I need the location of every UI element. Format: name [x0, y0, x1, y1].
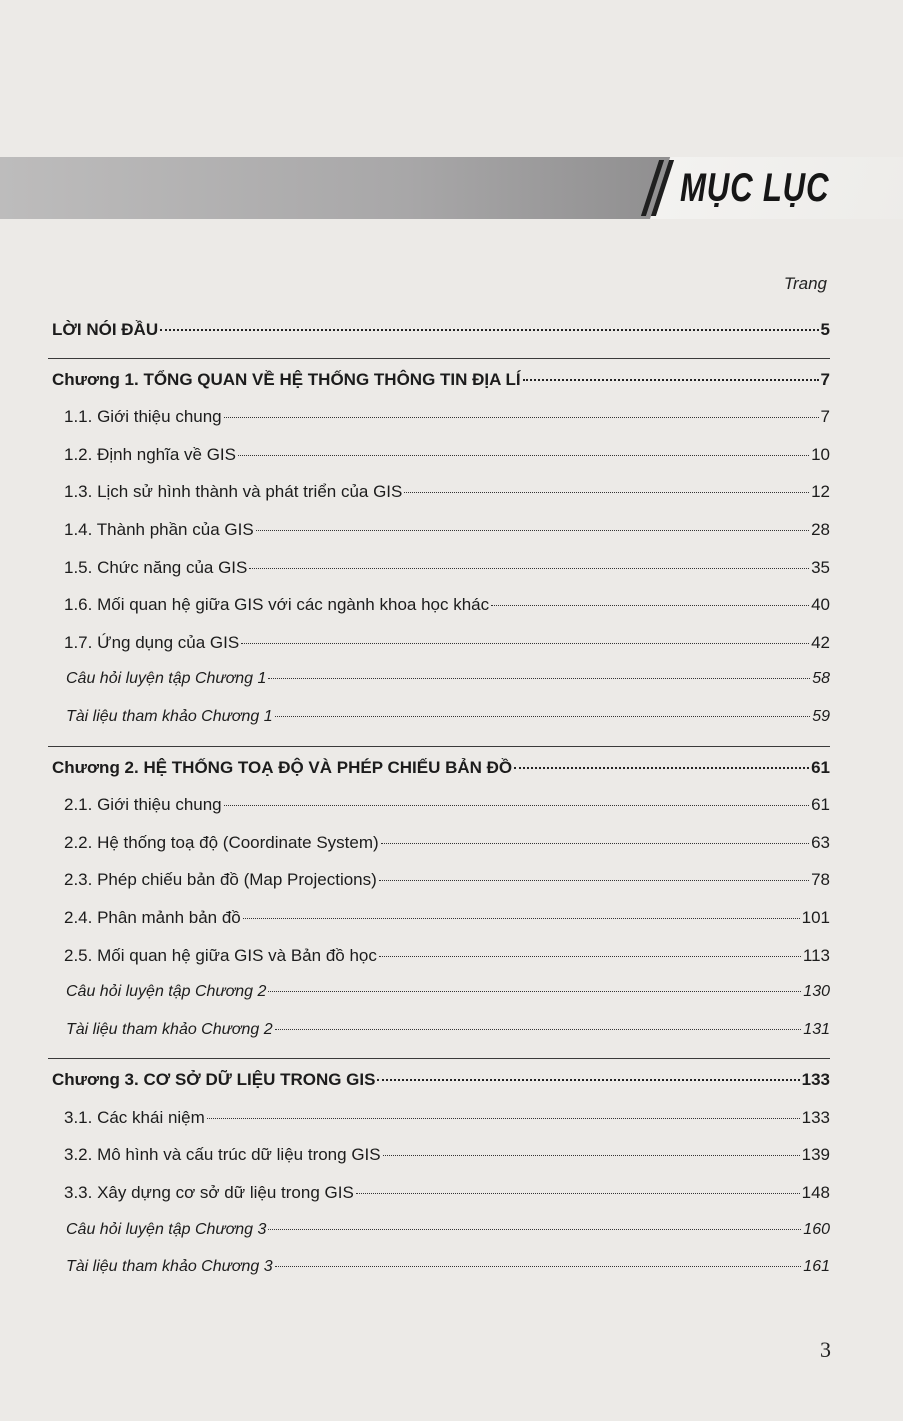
toc-entry-sub — [48, 445, 830, 471]
toc-entry-sub — [48, 407, 830, 433]
dot-leader — [514, 767, 809, 769]
toc-entry-sub — [48, 833, 830, 859]
toc-entry-page: 130 — [803, 983, 830, 1001]
toc-entry-sub — [48, 633, 830, 659]
toc-entry-page: 5 — [820, 320, 830, 339]
dot-leader — [256, 530, 809, 531]
toc-entry-label: 2.5. Mối quan hệ giữa GIS và Bản đồ học — [64, 945, 377, 965]
toc-entry-label: 1.4. Thành phần của GIS — [64, 519, 254, 539]
toc-entry-sub — [48, 908, 830, 934]
toc-entry-page: 113 — [802, 945, 830, 965]
toc-entry-label: Câu hỏi luyện tập Chương 2 — [66, 983, 267, 1001]
toc-entry-page: 160 — [803, 1220, 830, 1238]
toc-entry-page: 7 — [820, 369, 830, 389]
dot-leader — [268, 678, 810, 679]
dot-leader — [160, 329, 818, 331]
page-column-label: Trang — [783, 274, 827, 293]
toc-entry-page: 63 — [811, 832, 830, 852]
dot-leader — [243, 918, 800, 919]
toc-entry-sub — [48, 1183, 830, 1209]
toc-entry-label: 1.7. Ứng dụng của GIS — [64, 632, 240, 652]
toc-entry-label: 1.2. Định nghĩa về GIS — [64, 444, 236, 464]
dot-leader — [377, 1079, 799, 1081]
toc-entry-page: 139 — [801, 1145, 830, 1165]
dot-leader — [404, 492, 809, 493]
toc-entry-label: 1.3. Lịch sử hình thành và phát triển của GIS — [64, 482, 403, 502]
toc-entry-label: Câu hỏi luyện tập Chương 1 — [66, 670, 267, 688]
toc-entry-exercise — [48, 1258, 830, 1284]
toc-entry-page: 161 — [803, 1258, 830, 1276]
dot-leader — [356, 1193, 800, 1194]
toc-entry-chapter — [48, 758, 830, 784]
toc-entry-label: Câu hỏi luyện tập Chương 3 — [66, 1220, 267, 1238]
dot-leader — [275, 1029, 802, 1030]
dot-leader — [241, 643, 809, 644]
page-number: 3 — [820, 1337, 831, 1362]
section-divider — [48, 1058, 830, 1059]
toc-entry-page: 101 — [801, 907, 830, 927]
toc-entry-chapter — [48, 1070, 830, 1096]
toc-entry-exercise — [48, 670, 830, 696]
toc-entry-page: 133 — [801, 1070, 830, 1090]
toc-entry-chapter — [48, 370, 830, 396]
dot-leader — [523, 379, 819, 381]
toc-entry-sub — [48, 520, 830, 546]
dot-leader — [379, 880, 809, 881]
toc-entry-sub — [48, 946, 830, 972]
toc-entry-label: Tài liệu tham khảo Chương 2 — [66, 1020, 273, 1038]
toc-entry-label: Tài liệu tham khảo Chương 3 — [66, 1258, 273, 1276]
dot-leader — [268, 991, 801, 992]
dot-leader — [268, 1229, 801, 1230]
dot-leader — [379, 956, 801, 957]
table-of-contents — [48, 320, 830, 1296]
toc-entry-label: Chương 3. CƠ SỞ DỮ LIỆU TRONG GIS — [52, 1070, 376, 1090]
toc-entry-label: 2.1. Giới thiệu chung — [64, 795, 222, 815]
dot-leader — [381, 843, 809, 844]
toc-entry-label: Chương 2. HỆ THỐNG TOẠ ĐỘ VÀ PHÉP CHIẾU BẢN ĐỒ — [52, 757, 513, 777]
toc-entry-page: 7 — [820, 407, 830, 427]
toc-entry-label: 2.2. Hệ thống toạ độ (Coordinate System) — [64, 832, 379, 852]
toc-entry-sub — [48, 795, 830, 821]
toc-entry-page: 40 — [811, 595, 830, 615]
dot-leader — [224, 805, 809, 806]
section-divider — [48, 358, 830, 359]
toc-entry-label: Tài liệu tham khảo Chương 1 — [66, 707, 273, 725]
toc-entry-page: 131 — [803, 1020, 830, 1038]
toc-entry-page: 58 — [812, 670, 830, 688]
toc-entry-label: 3.3. Xây dựng cơ sở dữ liệu trong GIS — [64, 1183, 354, 1203]
toc-entry-label: 2.4. Phân mảnh bản đồ — [64, 907, 241, 927]
dot-leader — [207, 1118, 800, 1119]
toc-entry-page: 10 — [811, 444, 830, 464]
toc-entry-exercise — [48, 1221, 830, 1247]
toc-entry-chapter — [48, 320, 830, 346]
toc-entry-page: 78 — [811, 870, 830, 890]
toc-entry-label: 1.1. Giới thiệu chung — [64, 407, 222, 427]
toc-entry-page: 133 — [801, 1107, 830, 1127]
toc-entry-sub — [48, 558, 830, 584]
toc-entry-page: 42 — [811, 632, 830, 652]
page-title: MỤC LỤC — [680, 166, 830, 210]
toc-entry-sub — [48, 870, 830, 896]
toc-entry-exercise — [48, 1021, 830, 1047]
toc-entry-label: 1.5. Chức năng của GIS — [64, 557, 248, 577]
dot-leader — [383, 1155, 800, 1156]
toc-entry-page: 61 — [811, 795, 830, 815]
toc-entry-label: 3.1. Các khái niệm — [64, 1107, 205, 1127]
toc-entry-page: 12 — [811, 482, 830, 502]
toc-entry-label: Chương 1. TỔNG QUAN VỀ HỆ THỐNG THÔNG TIN ĐỊA LÍ — [52, 369, 521, 389]
dot-leader — [275, 1266, 802, 1267]
toc-entry-label: 2.3. Phép chiếu bản đồ (Map Projections) — [64, 870, 377, 890]
dot-leader — [491, 605, 809, 606]
section-divider — [48, 746, 830, 747]
toc-entry-sub — [48, 1108, 830, 1134]
dot-leader — [275, 716, 811, 717]
toc-entry-page: 28 — [811, 519, 830, 539]
dot-leader — [224, 417, 819, 418]
toc-entry-exercise — [48, 708, 830, 734]
toc-entry-exercise — [48, 983, 830, 1009]
toc-entry-label: 3.2. Mô hình và cấu trúc dữ liệu trong GIS — [64, 1145, 381, 1165]
toc-entry-sub — [48, 482, 830, 508]
toc-entry-label: 1.6. Mối quan hệ giữa GIS với các ngành khoa học khác — [64, 595, 490, 615]
toc-entry-page: 35 — [811, 557, 830, 577]
toc-entry-sub — [48, 1145, 830, 1171]
toc-entry-sub — [48, 595, 830, 621]
toc-entry-page: 148 — [801, 1183, 830, 1203]
toc-entry-label: LỜI NÓI ĐẦU — [52, 320, 159, 339]
dot-leader — [238, 455, 809, 456]
toc-entry-page: 61 — [811, 757, 830, 777]
dot-leader — [249, 568, 809, 569]
toc-entry-page: 59 — [812, 707, 830, 725]
